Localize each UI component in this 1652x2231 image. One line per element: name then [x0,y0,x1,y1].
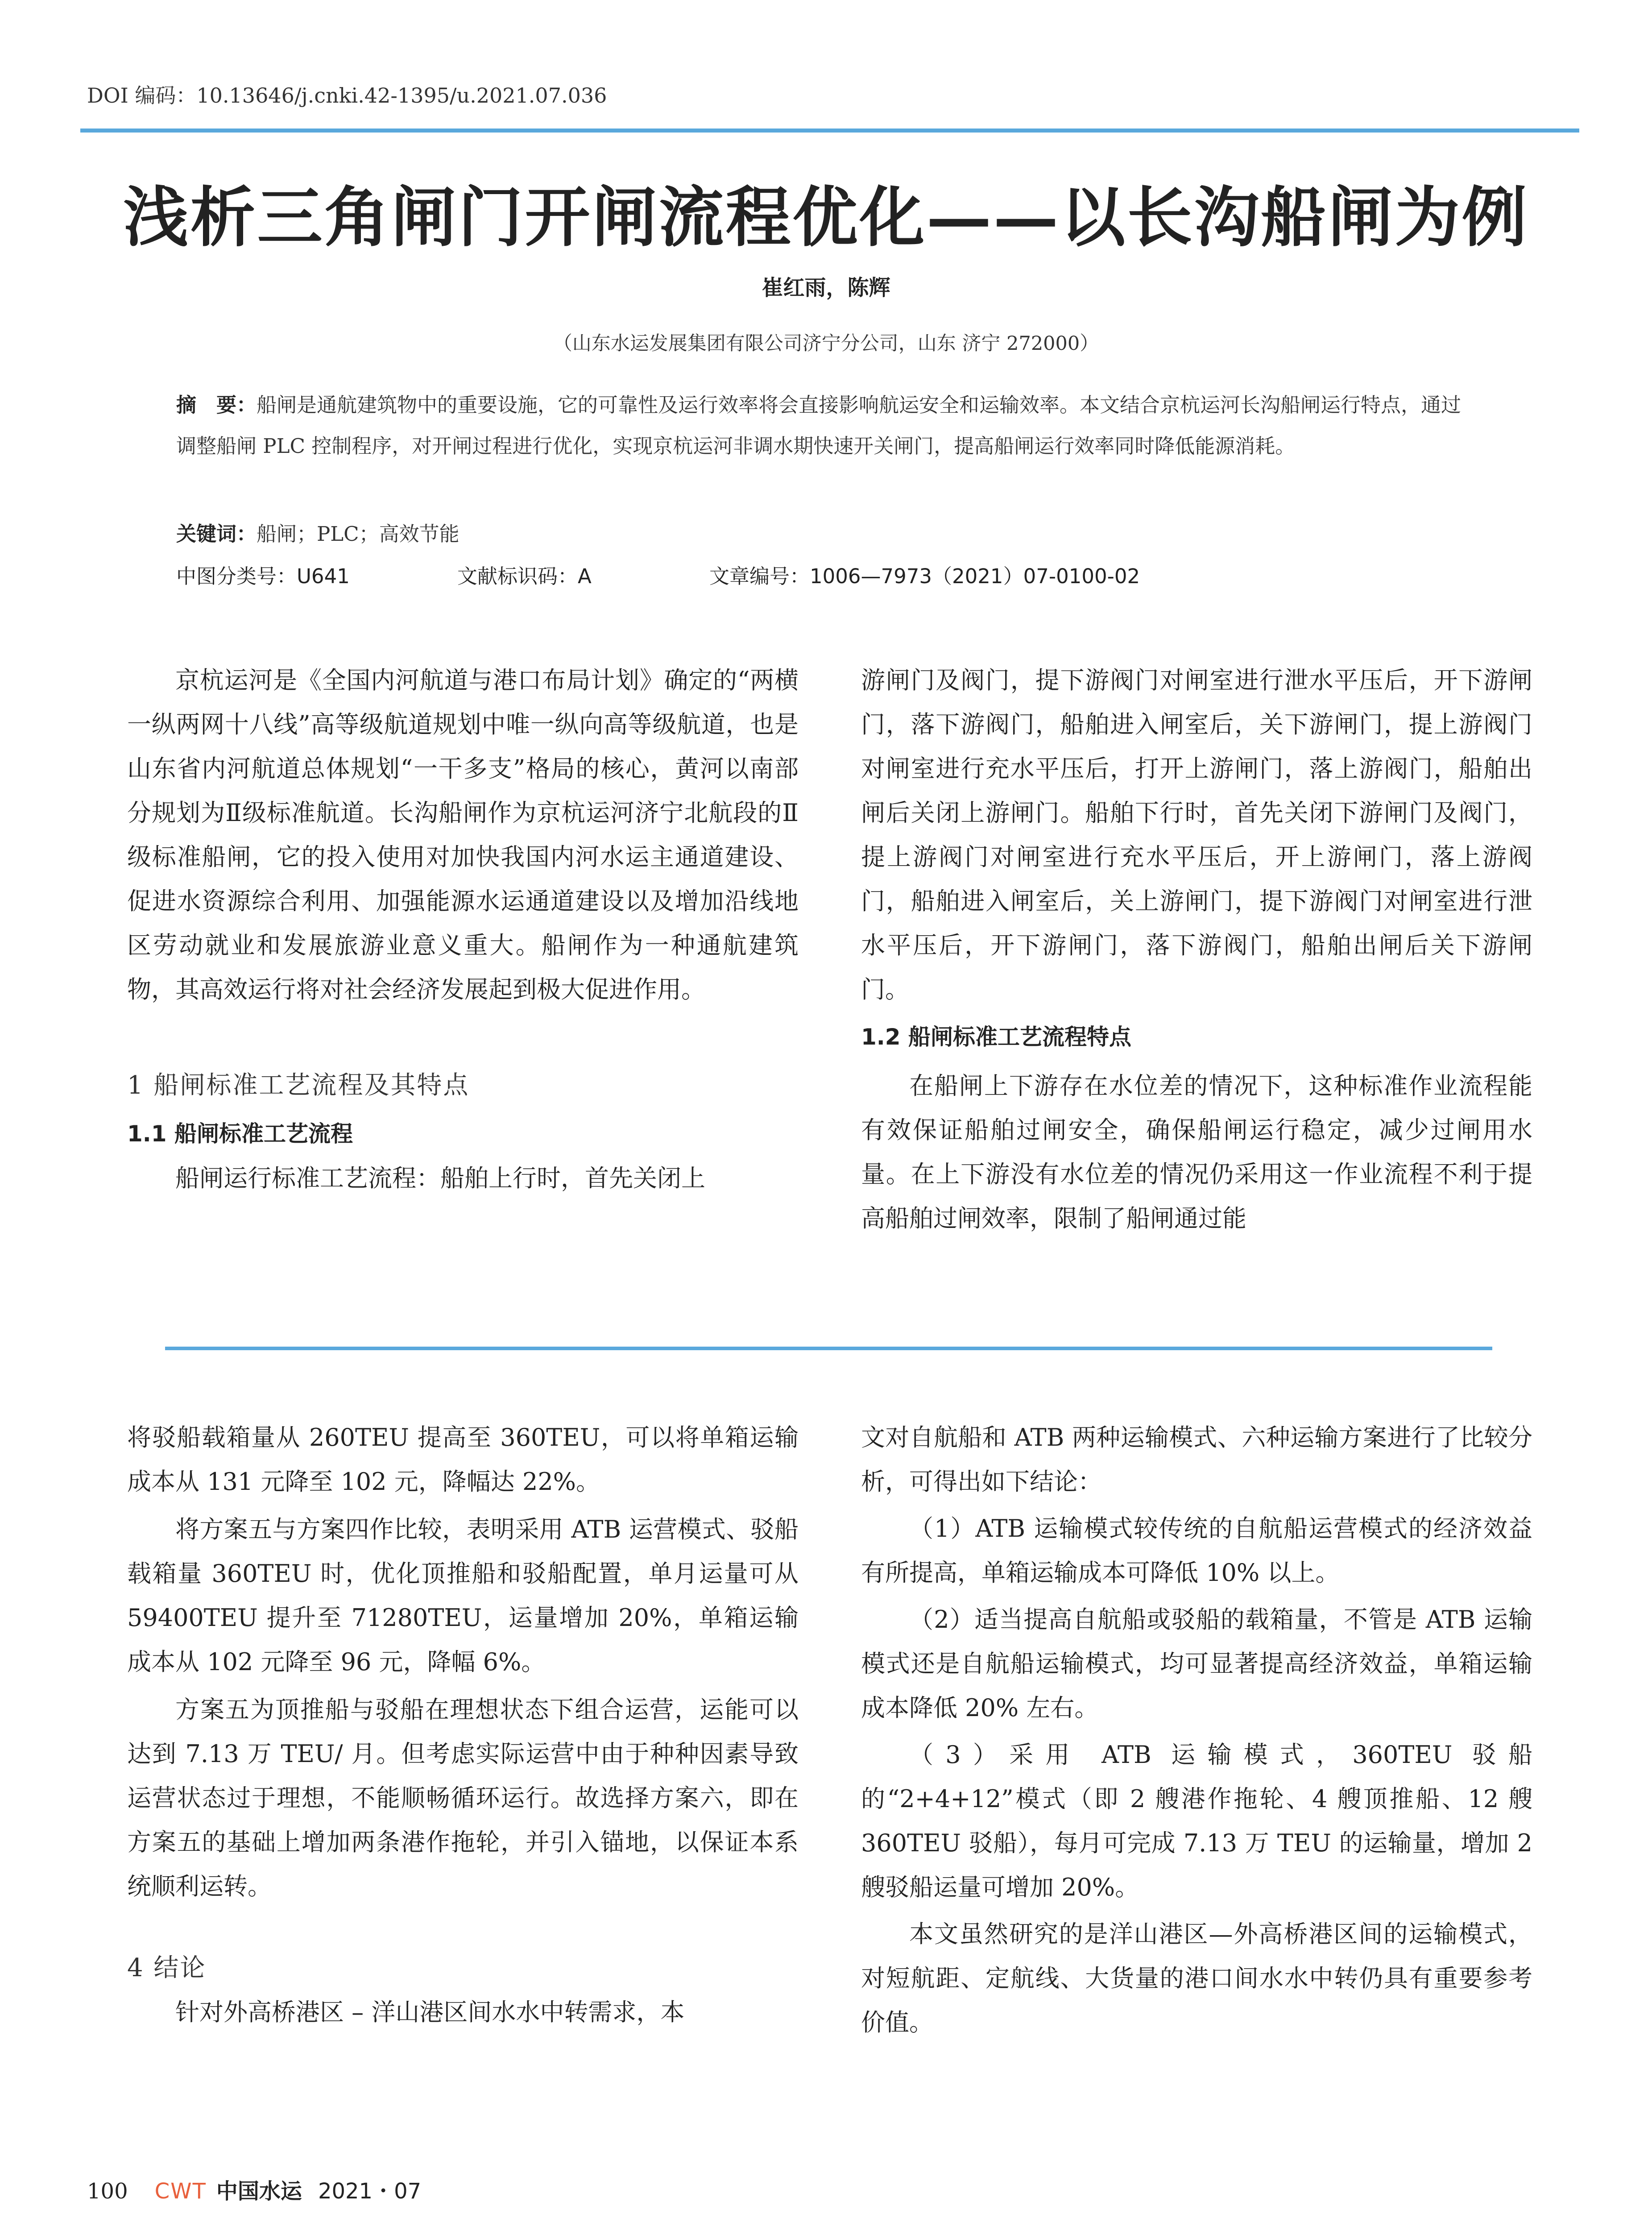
article-number: 文章编号：1006—7973（2021）07-0100-02 [709,564,1140,588]
section-heading-4: 4 结论 [127,1953,207,1982]
abstract [176,385,1479,467]
page-footer [87,2174,421,2205]
lower-left-paragraph-3: 方案五为顶推船与驳船在理想状态下组合运营，运能可以达到 7.13 万 TEU/ 月。但考虑实际运营中由于种种因素导致运营状态过于理想，不能顺畅循环运行。故选择方案六，即在方案五的基础上增加两条港作拖轮，并引入锚地，以保证本系统顺利运转。 [127,1696,799,1900]
upper-left-column [127,658,799,1200]
article-meta [176,560,1470,587]
journal-name: 中国水运 [216,2179,302,2204]
paragraph-continued: 游闸门及阀门，提下游阀门对闸室进行泄水平压后，开下游闸门，落下游阀门，船舶进入闸室后，关下游闸门，提上游阀门对闸室进行充水平压后，打开上游闸门，落上游阀门，船舶出闸后关闭上游闸门。船舶下行时，首先关闭下游闸门及阀门，提上游阀门对闸室进行充水平压后，开上游闸门，落上游阀门，船舶进入闸室后，关上游闸门，提下游阀门对闸室进行泄水平压后，开下游闸门，落下游阀门，船舶出闸后关下游闸门。 [861,666,1532,1004]
intro-paragraph: 京杭运河是《全国内河航道与港口布局计划》确定的“两横一纵两网十八线”高等级航道规划中唯一纵向高等级航道，也是山东省内河航道总体规划“一干多支”格局的核心，黄河以南部分规划为Ⅱ级标准航道。长沟船闸作为京杭运河济宁北航段的Ⅱ级标准船闸，它的投入使用对加快我国内河水运主通道建设、促进水资源综合利用、加强能源水运通道建设以及增加沿线地区劳动就业和发展旅游业意义重大。船闸作为一种通航建筑物，其高效运行将对社会经济发展起到极大促进作用。 [127,666,799,1004]
clc-number: 中图分类号：U641 [176,564,350,588]
lower-right-column [861,1415,1532,2044]
conclusion-item-3: （3）采用 ATB 运输模式，360TEU 驳船的“2+4+12”模式（即 2 艘港作拖轮、4 艘顶推船、12 艘 360TEU 驳船），每月可完成 7.13 万 TEU 的运输量，增加 2 艘驳船运量可增加 20%。 [861,1741,1532,1901]
section-heading-1: 1 船闸标准工艺流程及其特点 [127,1071,470,1100]
lower-left-paragraph-1: 将驳船载箱量从 260TEU 提高至 360TEU，可以将单箱运输成本从 131 元降至 102 元，降幅达 22%。 [127,1423,799,1496]
conclusion-item-2: （2）适当提高自航船或驳船的载箱量，不管是 ATB 运输模式还是自航船运输模式，均可显著提高经济效益，单箱运输成本降低 20% 左右。 [861,1605,1532,1722]
abstract-text: 船闸是通航建筑物中的重要设施，它的可靠性及运行效率将会直接影响航运安全和运输效率。本文结合京杭运河长沟船闸运行特点，通过调整船闸 PLC 控制程序，对开闸过程进行优化，实现京杭运河非调水期快速开关闸门，提高船闸运行效率同时降低能源消耗。 [176,393,1462,458]
upper-right-column [861,658,1532,1240]
lower-left-column [127,1415,799,2034]
lower-left-paragraph-4: 针对外高桥港区 – 洋山港区间水水中转需求，本 [175,1998,685,2026]
lower-right-paragraph-5: 本文虽然研究的是洋山港区—外高桥港区间的运输模式，对短航距、定航线、大货量的港口间水水中转仍具有重要参考价值。 [861,1920,1532,2036]
keywords-text: 船闸；PLC；高效节能 [257,522,460,546]
section-heading-1-1: 1.1 船闸标准工艺流程 [127,1121,353,1147]
paragraph-1-2: 在船闸上下游存在水位差的情况下，这种标准作业流程能有效保证船舶过闸安全，确保船闸运行稳定，减少过闸用水量。在上下游没有水位差的情况仍采用这一作业流程不利于提高船舶过闸效率，限制了船闸通过能 [861,1072,1532,1232]
article-authors: 崔红雨，陈辉 [762,275,890,300]
page-number: 100 [87,2179,128,2204]
keywords [176,518,460,547]
paragraph-1-1: 船闸运行标准工艺流程：船舶上行时，首先关闭上 [175,1164,705,1192]
conclusion-item-1: （1）ATB 运输模式较传统的自航船运营模式的经济效益有所提高，单箱运输成本可降低 10% 以上。 [861,1514,1532,1587]
journal-issue: 2021・07 [318,2179,422,2204]
lower-left-paragraph-2: 将方案五与方案四作比较，表明采用 ATB 运营模式、驳船载箱量 360TEU 时，优化顶推船和驳船配置，单月运量可从 59400TEU 提升至 71280TEU，运量增加 20%，单箱运输成本从 102 元降至 96 元，降幅 6%。 [127,1515,799,1676]
article-divider [165,1347,1492,1350]
doi-line: DOI 编码：10.13646/j.cnki.42-1395/u.2021.07.036 [87,83,607,108]
abstract-label: 摘 要： [176,393,257,417]
brand-mark: CWT [154,2179,207,2204]
article-affiliation: （山东水运发展集团有限公司济宁分公司，山东 济宁 272000） [553,332,1099,355]
article-title: 浅析三角闸门开闸流程优化——以长沟船闸为例 [123,179,1529,256]
section-heading-1-2: 1.2 船闸标准工艺流程特点 [861,1024,1131,1050]
document-code: 文献标识码：A [457,564,592,588]
lower-right-paragraph-1: 文对自航船和 ATB 两种运输模式、六种运输方案进行了比较分析，可得出如下结论： [861,1423,1532,1496]
header-rule [80,129,1579,133]
keywords-label: 关键词： [176,522,257,546]
